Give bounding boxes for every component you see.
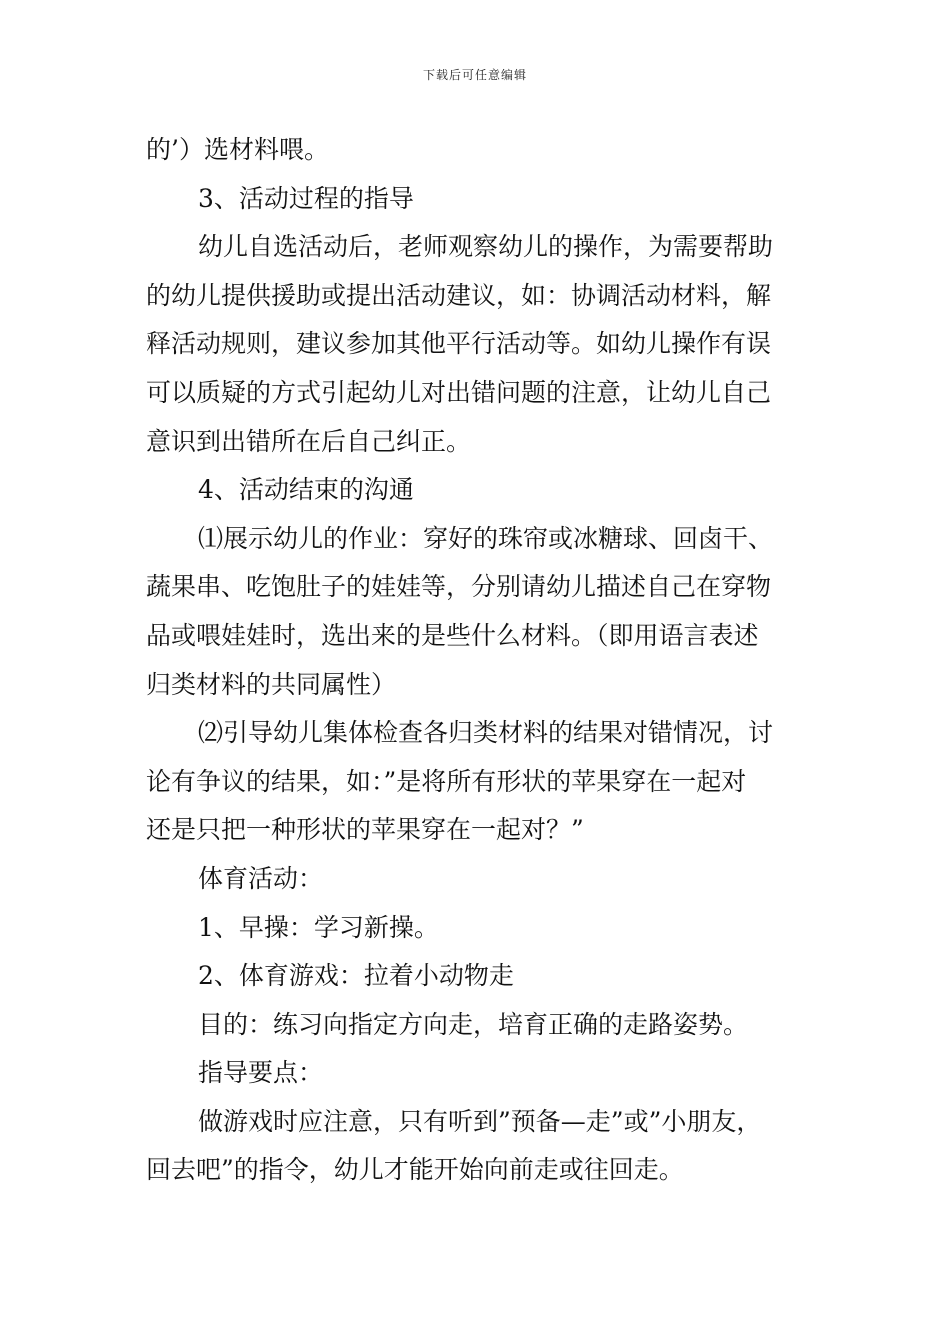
text-line: 2、体育游戏：拉着小动物走 [198, 961, 514, 991]
section-heading: 体育活动： [198, 863, 324, 893]
text-line: 目的：练习向指定方向走，培育正确的走路姿势。 [198, 1009, 749, 1039]
text-line: 可以质疑的方式引起幼儿对出错问题的注意，让幼儿自己 [146, 377, 772, 407]
document-body [146, 126, 810, 1195]
section-heading: 3、活动过程的指导 [198, 183, 414, 213]
text-line: 释活动规则，建议参加其他平行活动等。如幼儿操作有误 [146, 329, 772, 359]
text-line: 意识到出错所在后自己纠正。 [146, 426, 472, 456]
page-header: 下载后可任意编辑 [422, 68, 527, 82]
text-line: 归类材料的共同属性） [146, 669, 397, 699]
text-line: ⑴展示幼儿的作业：穿好的珠帘或冰糖球、回卤干、 [198, 523, 774, 553]
text-line: ⑵引导幼儿集体检查各归类材料的结果对错情况，讨 [198, 718, 774, 748]
text-line: 回去吧”的指令，幼儿才能开始向前走或往回走。 [146, 1155, 684, 1185]
text-line: 论有争议的结果，如：”是将所有形状的苹果穿在一起对 [146, 766, 747, 796]
text-line: 品或喂娃娃时，选出来的是些什么材料。（即用语言表述 [146, 620, 759, 650]
text-line: 的’）选材料喂。 [146, 135, 329, 164]
text-line: 蔬果串、吃饱肚子的娃娃等，分别请幼儿描述自己在穿物 [146, 572, 772, 602]
text-line: 还是只把一种形状的苹果穿在一起对？” [146, 815, 584, 845]
text-line: 幼儿自选活动后，老师观察幼儿的操作，为需要帮助 [198, 232, 774, 262]
text-line: 1、早操：学习新操。 [198, 912, 439, 942]
text-line: 指导要点： [198, 1058, 324, 1088]
section-heading: 4、活动结束的沟通 [198, 475, 414, 505]
text-line: 的幼儿提供援助或提出活动建议，如：协调活动材料，解 [146, 280, 772, 310]
text-line: 做游戏时应注意，只有听到”预备—走”或”小朋友， [198, 1106, 762, 1136]
